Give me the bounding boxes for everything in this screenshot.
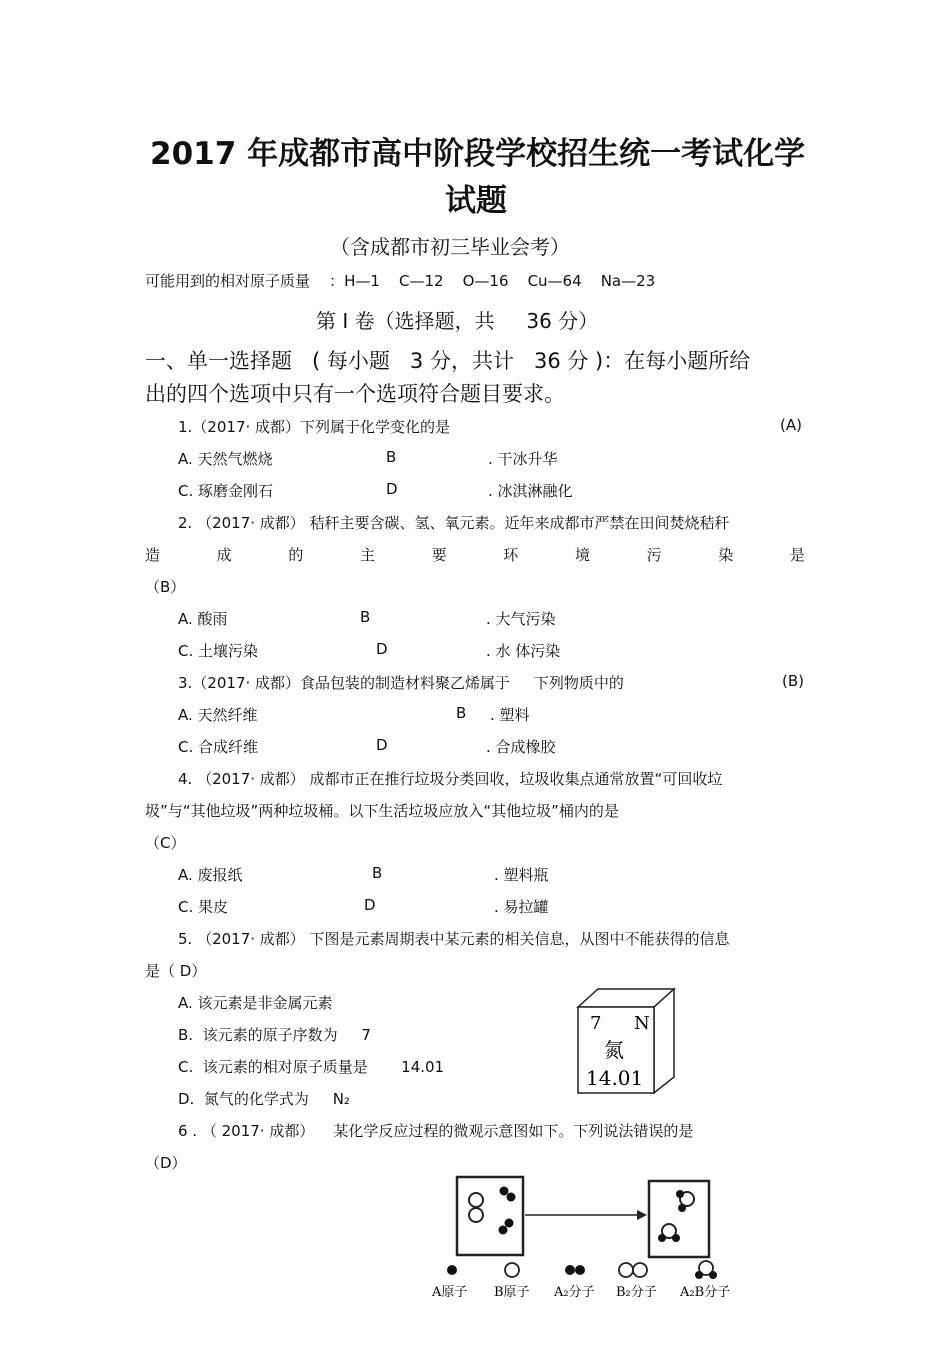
q1-option-b: . 干冰升华: [488, 450, 558, 468]
q3-option-b: . 塑料: [490, 706, 530, 724]
q2-char: 染: [718, 546, 734, 564]
reaction-diagram: [455, 1175, 715, 1265]
q1-answer: (A): [780, 416, 802, 434]
q2-char: 污: [646, 546, 662, 564]
element-tile-figure: [570, 985, 680, 1097]
q4-stem-line2: 圾”与“其他垃圾”两种垃圾桶。以下生活垃圾应放入“其他垃圾”桶内的是: [145, 802, 619, 820]
element-atomic-number: 7: [590, 1013, 602, 1034]
product-box: [649, 1181, 709, 1257]
q2-char: 的: [288, 546, 304, 564]
q2-char: 环: [503, 546, 519, 564]
q1-option-d: . 冰淇淋融化: [488, 482, 573, 500]
legend-label: A原子: [432, 1285, 468, 1300]
a2-molecule-icon: [565, 1265, 585, 1275]
section-heading-line1: 一、单一选择题 ( 每小题 3 分，共计 36 分 )：在每小题所给: [145, 349, 751, 373]
q6-stem: 6 . （ 2017· 成都） 某化学反应过程的微观示意图如下。下列说法错误的是: [178, 1122, 694, 1140]
q4-answer: （C）: [145, 834, 186, 852]
q2-stem-continuation: [145, 544, 805, 565]
atomic-masses: 可能用到的相对原子质量 ：H—1 C—12 O—16 Cu—64 Na—23: [145, 272, 656, 290]
legend-label: B₂分子: [616, 1285, 657, 1300]
reaction-legend: [430, 1258, 750, 1308]
exam-subtitle: （含成都市初三毕业会考）: [330, 235, 570, 259]
q2-char: 主: [359, 546, 375, 564]
element-symbol: N: [634, 1013, 650, 1034]
q3-option-d-letter: D: [376, 736, 388, 754]
exam-title-line2: 试题: [445, 183, 507, 219]
q1-option-c: C. 琢磨金刚石: [178, 482, 274, 500]
q6-answer: （D）: [145, 1154, 187, 1172]
q2-char: 要: [431, 546, 447, 564]
q4-option-d-letter: D: [364, 896, 376, 914]
q5-option-b: B. 该元素的原子序数为 7: [178, 1026, 371, 1044]
q4-stem-line1: 4. （2017· 成都） 成都市正在推行垃圾分类回收，垃圾收集点通常放置“可回收垃: [178, 770, 723, 788]
legend-label: A₂B分子: [680, 1285, 731, 1300]
b2-molecule-icon: [619, 1263, 647, 1277]
q2-answer: （B）: [145, 578, 186, 596]
q4-option-b: . 塑料瓶: [494, 866, 549, 884]
q5-option-c: C. 该元素的相对原子质量是 14.01: [178, 1058, 445, 1076]
volume-heading: 第 I 卷（选择题，共 36 分）: [316, 309, 599, 333]
q3-option-c: C. 合成纤维: [178, 738, 259, 756]
q1-stem: 1.（2017· 成都）下列属于化学变化的是: [178, 418, 451, 436]
q1-option-b-letter: B: [386, 448, 397, 466]
q4-option-a: A. 废报纸: [178, 866, 243, 884]
q1-option-d-letter: D: [386, 480, 398, 498]
q2-option-a: A. 酸雨: [178, 610, 228, 628]
b-atom-icon: [505, 1263, 519, 1277]
q2-char: 是: [789, 546, 805, 564]
q4-option-d: . 易拉罐: [494, 898, 549, 916]
a2b-molecule-icon: [695, 1261, 717, 1279]
q4-option-c: C. 果皮: [178, 898, 229, 916]
legend-label: B原子: [494, 1285, 530, 1300]
q3-stem: 3.（2017· 成都）食品包装的制造材料聚乙烯属于 下列物质中的: [178, 674, 624, 692]
q2-option-c: C. 土壤污染: [178, 642, 259, 660]
q5-stem-line2: 是（ D）: [145, 962, 207, 980]
q5-option-a: A. 该元素是非金属元素: [178, 994, 333, 1012]
q5-stem-line1: 5. （2017· 成都） 下图是元素周期表中某元素的相关信息，从图中不能获得的信息: [178, 930, 730, 948]
q2-char: 成: [216, 546, 232, 564]
q2-option-b-letter: B: [360, 608, 371, 626]
reactant-box: [457, 1177, 523, 1255]
q3-option-a: A. 天然纤维: [178, 706, 258, 724]
arrowhead-icon: [637, 1210, 647, 1220]
q2-option-d: . 水 体污染: [486, 642, 561, 660]
q3-option-d: . 合成橡胶: [486, 738, 556, 756]
q2-option-d-letter: D: [376, 640, 388, 658]
q2-char: 造: [145, 546, 161, 564]
q2-option-b: . 大气污染: [486, 610, 556, 628]
section-heading-line2: 出的四个选项中只有一个选项符合题目要求。: [145, 382, 565, 406]
q2-char: 境: [574, 546, 590, 564]
q5-option-d: D. 氮气的化学式为 N₂: [178, 1090, 350, 1108]
q2-stem: 2. （2017· 成都） 秸秆主要含碳、氢、氧元素。近年来成都市严禁在田间焚烧秸秆: [178, 514, 730, 532]
legend-label: A₂分子: [554, 1285, 595, 1300]
q3-answer: (B): [782, 672, 804, 690]
element-atomic-mass: 14.01: [586, 1066, 644, 1090]
exam-title-line1: 2017 年成都市高中阶段学校招生统一考试化学: [150, 136, 806, 172]
element-name: 氮: [604, 1038, 624, 1062]
q4-option-b-letter: B: [372, 864, 383, 882]
a-atom-icon: [447, 1265, 457, 1275]
q1-option-a: A. 天然气燃烧: [178, 450, 273, 468]
q3-option-b-letter: B: [456, 704, 467, 722]
